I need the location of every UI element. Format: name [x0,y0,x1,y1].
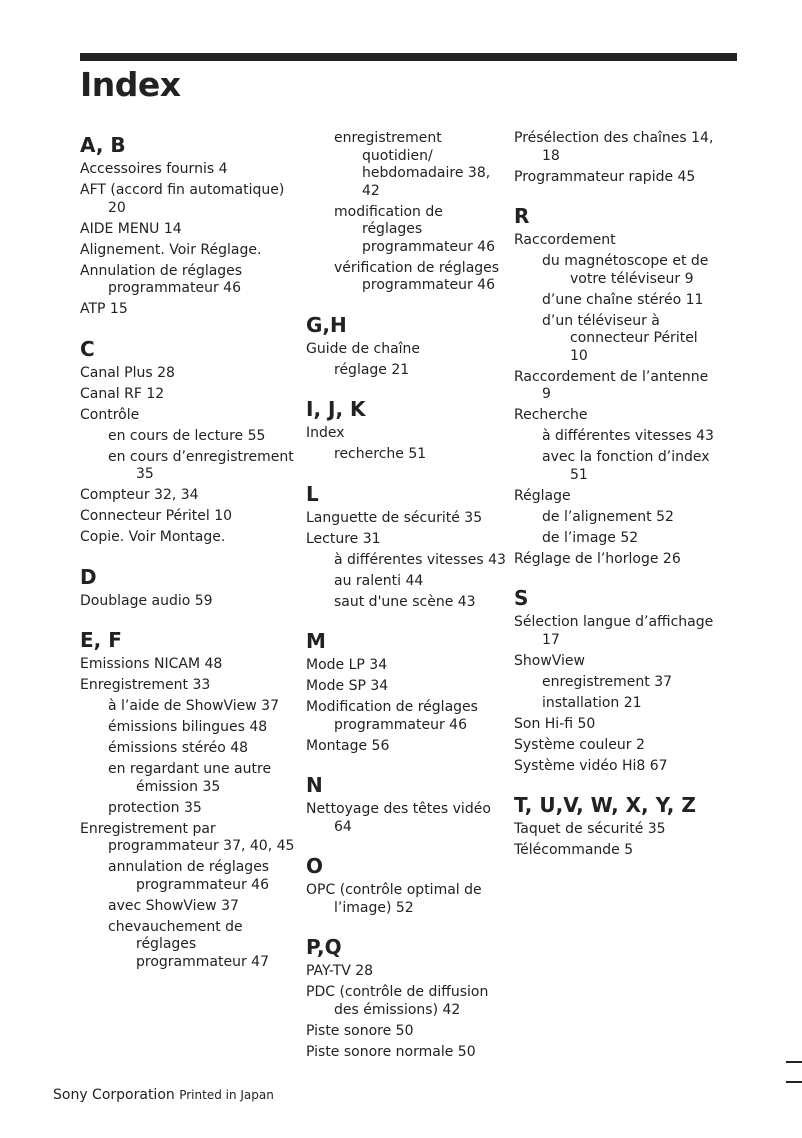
index-column-3 [514,130,714,878]
index-entry: Lecture 31 [306,530,381,547]
index-section [514,793,714,860]
index-section [514,204,714,568]
index-entry: Doublage audio 59 [80,592,213,609]
index-entry: ShowView [514,652,585,669]
index-subentry: en regardant une autre émission 35 [108,761,272,795]
index-entry: PAY-TV 28 [306,963,374,979]
index-subentry: protection 35 [108,799,202,816]
index-subentry: réglage 21 [334,361,410,378]
footer-company: Sony Corporation [53,1087,175,1103]
index-entry: Réglage de l’horloge 26 [514,550,681,567]
index-section [306,629,506,755]
index-entry: Taquet de sécurité 35 [514,821,666,837]
index-entry: Languette de sécurité 35 [306,509,483,526]
index-entry: Raccordement [514,232,616,248]
section-heading: N [306,773,323,797]
index-entry: Programmateur rapide 45 [514,168,696,185]
index-column-1 [80,130,295,989]
section-heading: O [306,854,324,878]
index-entry: Enregistrement 33 [80,677,211,693]
index-entry: Alignement. Voir Réglage. [80,241,262,258]
index-section [80,133,295,319]
index-subentry: au ralenti 44 [334,572,424,589]
section-heading: A, B [80,133,126,157]
index-subentry: enregistrement quotidien/ hebdomadaire 38, 42 [334,130,491,199]
index-entry: Recherche [514,407,588,423]
index-subentry: avec la fonction d’index 51 [542,449,710,483]
index-subentry: vérification de réglages programmateur 46 [334,259,500,293]
index-entry: Enregistrement par programmateur 37, 40, 45 [80,820,295,854]
index-subentry: annulation de réglages programmateur 46 [108,859,270,893]
edge-mark [786,1081,802,1083]
index-entry: Système couleur 2 [514,736,645,753]
index-entry: Piste sonore 50 [306,1022,414,1039]
section-heading: C [80,336,95,361]
footer [53,1086,274,1104]
index-subentry: enregistrement 37 [542,673,673,690]
index-entry: Raccordement de l’antenne 9 [514,368,709,402]
index-entry: PDC (contrôle de diffusion des émissions) 42 [306,984,489,1018]
index-section [306,130,506,295]
index-subentry: de l’image 52 [542,529,639,546]
index-subentry: du magnétoscope et de votre téléviseur 9 [542,253,709,287]
index-entry: AFT (accord fin automatique) 20 [80,182,285,216]
index-subentry: recherche 51 [334,446,427,462]
index-entry: Système vidéo Hi8 67 [514,757,668,774]
index-column-2 [306,130,506,1079]
section-heading: R [514,204,530,228]
index-section [306,773,506,836]
index-entry: Son Hi-fi 50 [514,715,596,732]
index-entry: Mode LP 34 [306,657,388,673]
section-heading: G,H [306,312,347,337]
edge-mark [786,1061,802,1063]
section-heading: P,Q [306,935,342,959]
index-subentry: à différentes vitesses 43 [334,551,506,568]
index-entry: Sélection langue d’affichage 17 [514,614,714,648]
page-title: Index [80,65,181,104]
top-rule [80,53,737,61]
index-subentry: saut d'une scène 43 [334,593,476,610]
index-entry: Canal RF 12 [80,385,165,402]
index-entry: Canal Plus 28 [80,364,175,381]
index-entry: Réglage [514,487,571,504]
index-entry: Montage 56 [306,737,390,754]
index-subentry: modification de réglages programmateur 46 [334,203,495,255]
index-entry: Modification de réglages programmateur 46 [306,699,478,733]
section-heading: D [80,564,97,589]
index-entry: Mode SP 34 [306,678,389,694]
index-subentry: d’une chaîne stéréo 11 [542,291,704,308]
index-entry: Nettoyage des têtes vidéo 64 [306,801,491,835]
index-section [306,313,506,380]
index-entry: ATP 15 [80,301,128,317]
index-section [306,935,506,1061]
section-heading: L [306,481,319,506]
index-entry: Connecteur Péritel 10 [80,508,233,524]
index-section [306,482,506,612]
index-subentry: avec ShowView 37 [108,897,239,914]
footer-printed: Printed in Japan [179,1088,274,1102]
index-subentry: émissions bilingues 48 [108,719,268,735]
index-entry: Index [306,425,345,441]
index-subentry: chevauchement de réglages programmateur 47 [108,918,269,970]
index-entry: Télécommande 5 [514,842,634,858]
index-entry: AIDE MENU 14 [80,220,182,237]
index-subentry: à l’aide de ShowView 37 [108,698,280,714]
index-subentry: en cours de lecture 55 [108,427,266,444]
index-subentry: en cours d’enregistrement 35 [108,448,294,482]
index-entry: Emissions NICAM 48 [80,656,223,672]
index-section [514,130,714,186]
index-subentry: émissions stéréo 48 [108,740,249,756]
section-heading: M [306,629,326,653]
section-heading: T, U,V, W, X, Y, Z [514,793,696,817]
index-entry: Compteur 32, 34 [80,487,199,503]
index-section [80,628,295,971]
index-subentry: installation 21 [542,694,642,711]
index-entry: Annulation de réglages programmateur 46 [80,262,243,296]
index-section [514,586,714,775]
index-entry: Copie. Voir Montage. [80,529,226,545]
section-heading: S [514,586,529,610]
index-entry: Piste sonore normale 50 [306,1043,476,1060]
index-section [80,337,295,547]
index-subentry: à différentes vitesses 43 [542,428,714,444]
index-subentry: de l’alignement 52 [542,508,674,525]
index-entry: Accessoires fournis 4 [80,161,228,177]
section-heading: E, F [80,628,122,652]
index-entry: Contrôle [80,406,140,423]
index-entry: OPC (contrôle optimal de l’image) 52 [306,882,482,916]
section-heading: I, J, K [306,397,366,421]
index-section [80,565,295,611]
index-entry: Guide de chaîne [306,340,421,357]
index-section [306,397,506,464]
index-entry: Présélection des chaînes 14, 18 [514,130,714,164]
index-section [306,854,506,917]
index-subentry: d’un téléviseur à connecteur Péritel 10 [542,312,698,364]
